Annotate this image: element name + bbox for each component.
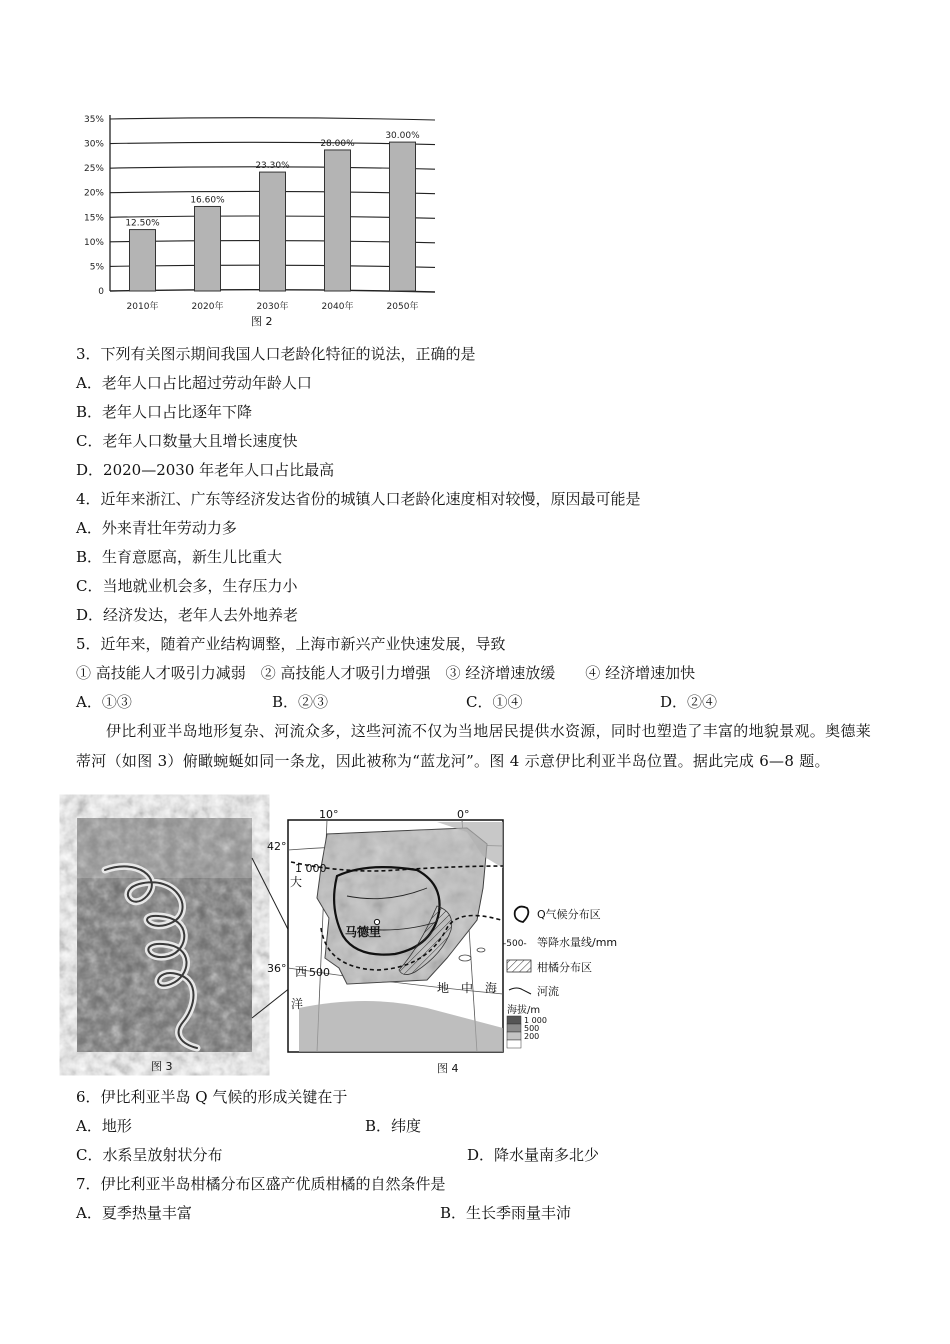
chart-data-label: 12.50% (125, 218, 160, 229)
map-label-med-sea: 地 中 海 (437, 981, 498, 995)
fig3-caption: 图 3 (151, 1060, 173, 1073)
chart-y-tick-label: 5% (89, 262, 104, 273)
iberia-map (267, 808, 649, 1058)
q3-option-b: B．老年人口占比逐年下降 (76, 403, 253, 421)
map-lon-0: 0° (457, 808, 470, 821)
q7-option-a: A．夏季热量丰富 (76, 1204, 192, 1222)
map-lat-36: 36° (267, 962, 287, 975)
chart-data-label: 16.60% (190, 195, 225, 206)
chart-bar (260, 172, 286, 291)
map-isohyet-1000: 1 000 (295, 862, 327, 875)
q6-option-b: B．纬度 (365, 1117, 422, 1135)
chart-bar (390, 142, 416, 291)
q3-option-d: D．2020—2030 年老年人口占比最高 (76, 461, 335, 479)
q4-option-c: C．当地就业机会多，生存压力小 (76, 577, 298, 595)
q5-items: ① 高技能人才吸引力减弱 ② 高技能人才吸引力增强 ③ 经济增速放缓 ④ 经济增速加快 (76, 664, 696, 682)
chart-bar (325, 150, 351, 291)
q5-option-b: B．②③ (272, 693, 329, 711)
chart-x-tick-label: 2050年 (386, 302, 419, 312)
map-label-da: 大 (290, 875, 303, 889)
map-madrid-label: 马德里 (345, 925, 382, 939)
chart-data-label: 30.00% (385, 131, 420, 142)
legend-elevation-title: 海拔/m (507, 1005, 541, 1016)
chart-data-label: 28.00% (320, 138, 355, 149)
chart-bar (130, 230, 156, 291)
q6-option-c: C．水系呈放射状分布 (76, 1146, 223, 1164)
q7-stem: 7．伊比利亚半岛柑橘分布区盛产优质柑橘的自然条件是 (76, 1175, 446, 1193)
q7-option-b: B．生长季雨量丰沛 (440, 1204, 572, 1222)
river-photo (77, 818, 252, 1052)
q5-option-a: A．①③ (76, 693, 132, 711)
chart-caption: 图 2 (251, 315, 273, 328)
chart-x-tick-label: 2040年 (321, 302, 354, 312)
legend-q-climate: Q气候分布区 (537, 908, 601, 921)
map-label-yang: 洋 (291, 997, 304, 1011)
chart-y-tick-label: 10% (83, 237, 104, 248)
map-isohyet-500: 500 (309, 966, 330, 979)
chart-y-tick-label: 25% (83, 164, 104, 175)
q6-option-a: A．地形 (76, 1117, 132, 1135)
map-lon-10: 10° (319, 808, 339, 821)
legend-isohyet: 等降水量线/mm (537, 936, 618, 949)
q4-stem: 4．近年来浙江、广东等经济发达省份的城镇人口老龄化速度相对较慢，原因最可能是 (76, 490, 641, 508)
q3-option-a: A．老年人口占比超过劳动年龄人口 (76, 374, 312, 392)
q4-option-b: B．生育意愿高，新生儿比重大 (76, 548, 283, 566)
chart-data-label: 23.30% (255, 161, 290, 172)
q5-stem: 5．近年来，随着产业结构调整，上海市新兴产业快速发展，导致 (76, 635, 506, 653)
passage: 伊比利亚半岛地形复杂、河流众多，这些河流不仅为当地居民提供水资源，同时也塑造了丰富的地貌景观。奥德莱蒂河（如图 3）俯瞰蜿蜒如同一条龙，因此被称为“蓝龙河”。图 4 示意伊比利亚半岛位置。据此完成 6—8 题。 (76, 722, 872, 770)
map-lat-42: 42° (267, 840, 287, 853)
chart-x-tick-label: 2010年 (126, 302, 159, 312)
q4-option-d: D．经济发达，老年人去外地养老 (76, 606, 299, 624)
legend-elev-1000: 1 000 (524, 1016, 547, 1025)
q6-stem: 6．伊比利亚半岛 Q 气候的形成关键在于 (76, 1088, 348, 1106)
chart-x-tick-label: 2020年 (191, 302, 224, 312)
chart-x-tick-label: 2030年 (256, 302, 289, 312)
chart-bar (195, 206, 221, 291)
fig4-caption: 图 4 (437, 1062, 459, 1075)
q5-option-d: D．②④ (660, 693, 718, 711)
chart-gridline (110, 118, 435, 120)
q6-option-d: D．降水量南多北少 (467, 1146, 600, 1164)
chart-x-ticks (127, 300, 419, 312)
chart-y-tick-label: 20% (83, 188, 104, 199)
q3-option-c: C．老年人口数量大且增长速度快 (76, 432, 298, 450)
q3-stem: 3．下列有关图示期间我国人口老龄化特征的说法，正确的是 (76, 345, 476, 363)
chart-y-tick-label: 30% (83, 139, 104, 150)
legend-river: 河流 (537, 985, 559, 998)
legend-isohyet-num: -500- (503, 939, 527, 949)
chart-y-ticks (84, 115, 104, 297)
q5-option-c: C．①④ (466, 693, 523, 711)
chart-y-tick-label: 35% (83, 115, 104, 125)
chart-y-tick-label: 0 (98, 287, 104, 297)
map-label-xi: 西 (295, 965, 308, 979)
chart-gridline (110, 142, 435, 144)
q4-option-a: A．外来青壮年劳动力多 (76, 519, 237, 537)
legend-elev-500: 500 (524, 1024, 540, 1033)
legend-elev-200: 200 (524, 1032, 540, 1041)
chart-y-tick-label: 15% (83, 213, 104, 224)
legend-citrus: 柑橘分布区 (537, 961, 592, 974)
aging-bar-chart (70, 105, 450, 330)
